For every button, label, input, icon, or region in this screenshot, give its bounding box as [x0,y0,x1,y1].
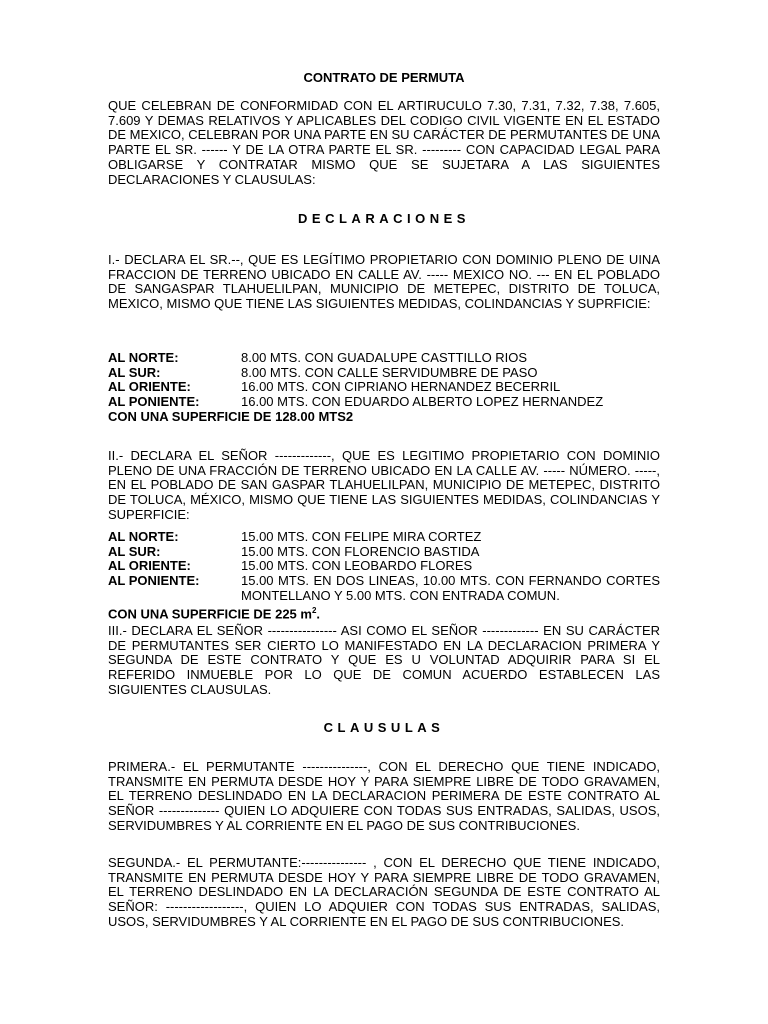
measure-row-oriente [108,380,660,395]
declaracion-1-paragraph: I.- DECLARA EL SR.--, QUE ES LEGÍTIMO PROPIETARIO CON DOMINIO PLENO DE UINA FRACCION DE TERRENO UBICADO EN CALLE AV. ----- MEXICO NO. --- EN EL POBLADO DE SANGASPAR TLAHUELILPAN, MUNICIPIO DE METEPEC, DISTRITO DE TOLUCA, MEXICO, MISMO QUE TIENE LAS SIGUIENTES MEDIDAS, COLINDANCIAS Y SUPRFICIE: [108,252,660,312]
measure-row-sur [108,366,660,381]
surface-text: CON UNA SUPERFICIE DE 128.00 MTS2 [108,408,354,424]
declaraciones-heading: DECLARACIONES [298,211,470,226]
measure-value: 15.00 MTS. CON LEOBARDO FLORES [241,558,473,574]
surface-main: CON UNA SUPERFICIE DE 225 m [108,605,312,621]
surface-row [108,604,660,622]
surface-text [108,604,660,622]
surface-superscript: 2 [311,605,317,615]
measure-value: 8.00 MTS. CON CALLE SERVIDUMBRE DE PASO [241,364,538,380]
clausula-primera: PRIMERA.- EL PERMUTANTE ---------------, CON EL DERECHO QUE TIENE INDICADO, TRANSMITE EN PERMUTA DESDE HOY Y PARA SIEMPRE LIBRE DE TODO GRAVAMEN, EL TERRENO DESLINDADO EN LA DECLARACION PERIMERA DE ESTE CONTRATO AL SEÑOR -------------- QUIEN LO ADQUIERE CON TODAS SUS ENTRADAS, SALIDAS, USOS, SERVIDUMBRES Y AL CORRIENTE EN EL PAGO DE SUS CONTRIBUCIONES. [108,759,660,833]
measure-row-oriente [108,559,660,574]
document-title: CONTRATO DE PERMUTA [303,70,465,85]
measure-row-norte [108,351,660,366]
measure-value: 15.00 MTS. CON FLORENCIO BASTIDA [241,543,480,559]
measure-row-poniente [108,395,660,410]
clausula-segunda: SEGUNDA.- EL PERMUTANTE:--------------- , CON EL DERECHO QUE TIENE INDICADO, TRANSMITE EN PERMUTA DESDE HOY Y PARA SIEMPRE LIBRE DE TODO GRAVAMEN, EL TERRENO DESLINDADO EN LA DECLARACIÓN SEGUNDA DE ESTE CONTRATO AL SEÑOR: ------------------, QUIEN LO ADQUIER CON TODAS SUS ENTRADAS, SALIDAS, USOS, SERVIDUMBRES Y AL CORRIENTE EN EL PAGO DE SUS CONTRIBUCIONES. [108,855,660,929]
declaracion-2-paragraph: II.- DECLARA EL SEÑOR -------------, QUE ES LEGITIMO PROPIETARIO CON DOMINIO PLENO DE UNA FRACCIÓN DE TERRENO UBICADO EN LA CALLE AV. ----- NÚMERO. -----, EN EL POBLADO DE SAN GASPAR TLAHUELILPAN, MUNICIPIO DE METEPEC, DISTRITO DE TOLUCA, MÉXICO, MISMO QUE TIENE LAS SIGUIENTES MEDIDAS, COLINDANCIAS Y SUPERFICIE: [108,448,660,522]
measure-value: 8.00 MTS. CON GUADALUPE CASTTILLO RIOS [241,350,528,365]
measure-label: AL NORTE: [108,350,179,365]
clausulas-heading: CLAUSULAS [323,720,445,735]
surface-row [108,410,660,425]
measure-value: 15.00 MTS. CON FELIPE MIRA CORTEZ [241,529,482,544]
surface-end: . [316,605,321,621]
declaracion-3-paragraph: III.- DECLARA EL SEÑOR ---------------- ASI COMO EL SEÑOR ------------- EN SU CARÁCTER DE PERMUTANTES SER CIERTO LO MANIFESTADO EN LA DECLARACION PRIMERA Y SEGUNDA DE ESTE CONTRATO Y QUE ES U VOLUNTAD ADQUIRIR PARA SI EL REFERIDO INMUEBLE POR LO QUE DE COMUN ACUERDO ESTABLECEN LAS SIGUIENTES CLAUSULAS. [108,623,660,697]
measure-value: 15.00 MTS. EN DOS LINEAS, 10.00 MTS. CON FERNANDO CORTES MONTELLANO Y 5.00 MTS. CON ENTRADA COMUN. [241,573,660,603]
intro-paragraph: QUE CELEBRAN DE CONFORMIDAD CON EL ARTIRUCULO 7.30, 7.31, 7.32, 7.38, 7.605, 7.609 Y DEMAS RELATIVOS Y APLICABLES DEL CODIGO CIVIL VIGENTE EN EL ESTADO DE MEXICO, CELEBRAN POR UNA PARTE EN SU CARÁCTER DE PERMUTANTES DE UNA PARTE EL SR. ------ Y DE LA OTRA PARTE EL SR. --------- CON CAPACIDAD LEGAL PARA OBLIGARSE Y CONTRATAR MISMO QUE SE SUJETARA A LAS SIGUIENTES DECLARACIONES Y CLAUSULAS: [108,98,660,187]
declaracion-1-measures [108,351,660,425]
measure-value: 16.00 MTS. CON EDUARDO ALBERTO LOPEZ HERNANDEZ [241,394,604,410]
measure-label: AL ORIENTE: [108,379,191,395]
measure-label: AL SUR: [108,543,161,559]
measure-label: AL SUR: [108,364,161,380]
measure-row-poniente [108,574,660,603]
measure-label: AL PONIENTE: [108,573,200,589]
declaracion-2-measures [108,530,660,622]
measure-row-sur [108,545,660,560]
measure-value: 16.00 MTS. CON CIPRIANO HERNANDEZ BECERRIL [241,379,561,395]
measure-row-norte [108,530,660,545]
measure-label: AL ORIENTE: [108,558,191,574]
measure-label: AL NORTE: [108,529,179,544]
measure-label: AL PONIENTE: [108,394,200,410]
